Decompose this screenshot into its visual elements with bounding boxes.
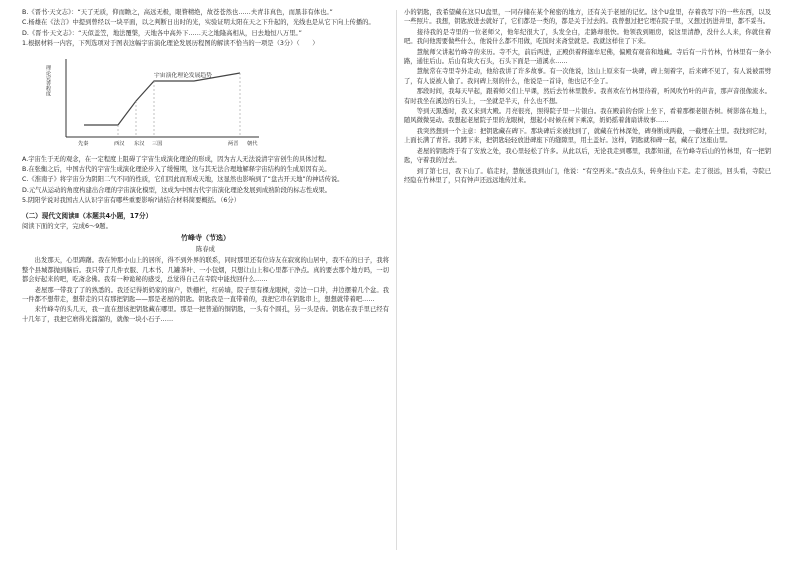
- paragraph: 慧航师父讲起竹峰寺的来历。寺不大，前后两进，正殿供着释迦牟尼佛，偏殿有观音和地藏。寺后有一片竹林，竹林里有一条小路，通往后山。后山有块大石头，石头下面是一道溪水……: [404, 48, 771, 66]
- x-tick-5: 朝代: [247, 140, 258, 147]
- instructions: 阅读下面的文字，完成6～9题。: [22, 223, 112, 231]
- option-d: D.《晋书·天文志》：“天似盖笠，地法覆槃，天地各中高外下……天之地隆高相从，日去地恒八万里。”: [22, 29, 302, 37]
- article-title: 竹峰寺（节选）: [181, 234, 230, 243]
- answer-d: D.元气从运动的角度构建出合理的宇宙演化模型，这成为中国古代宇宙演化理论发展到成熟阶段的标志性成果。: [22, 186, 332, 194]
- paragraph: 接待我的是寺里的一位老师父，他年纪很大了，头发全白，走路却很快。他领我到厢房，说这里清静，没什么人来，你就住着吧。我问他需要做些什么，他说什么都不用做，吃饭时来斋堂就是。我就这样住了下来。: [404, 28, 771, 46]
- theory-chart: [44, 51, 284, 151]
- paragraph: 出发那天，心里踌躇。我在钟那小山上的居所，得不到外界的联系，同时那里还有位诗友在寂寞的山居中，我不在的日子，我将整个县城都抛到脑后。我只带了几件衣服、几本书、几罐茶叶、一小包烟，只想让山上和心里都干净点。真的要去那个地方吗，一切都会好起来的吧，吃斋念佛。我有一种诡秘的感受，总觉得自己在寺院中能找回什么……: [22, 257, 389, 284]
- trend-line: [84, 73, 240, 125]
- article-author: 陈春成: [196, 245, 215, 253]
- answer-c: C.《淮南子》将宇宙分为阴阳二气不同的性质，它们因此而形成天地，这显然也影响到了“盘古开天地”的神话传说。: [22, 176, 344, 184]
- paragraph: 老屋的钥匙终于有了安放之处，我心里轻松了许多。从此以后，无论我走到哪里，我都知道，在竹峰寺后山的竹林里，有一把钥匙，守着我的过去。: [404, 147, 771, 165]
- paragraph: 来竹峰寺的头几天，我一直在想该把钥匙藏在哪里。那是一把普通的铜钥匙，一头有个圆孔，另一头是齿。钥匙在我手里已经有十几年了，我把它磨得光溜溜的，就像一块小石子……: [22, 306, 389, 323]
- option-c: C.杨雄在《法言》中提到曾经以一块平面，以之判断日出时的光，实验证明太阳在天之下升起的，光线也是从它下向上传播的。: [22, 19, 375, 27]
- column-divider: [396, 10, 397, 550]
- question-4: 1.根据材料一内容，下列选项对于图表这幅宇宙演化理论发展历程图的解读不恰当的一项是（3分）（ ）: [22, 40, 319, 48]
- paragraph: 我突然想到一个主意：把钥匙藏在碑下。那块碑后来被找到了，就藏在竹林深处，碑身断成两截，一截埋在土里。我找到它时，上面长满了青苔。我蹲下来，把钥匙轻轻放进碑座下的缝隙里，用土盖好。这样，钥匙就和碑一起，藏在了这座山里。: [404, 127, 771, 145]
- paragraph: 慧航常在寺里寺外走动，他给我讲了许多故事。有一次他说，这山上原来有一块碑，碑上刻着字，后来碑不见了，有人说被雷劈了，有人说被人偷了。我问碑上刻的什么，他说是一首诗，他也记不全了。: [404, 68, 771, 85]
- paragraph: 那段时间，我每天早起，跟着师父们上早课，然后去竹林里散步。我喜欢在竹林里待着，听风吹竹叶的声音，那声音很像流水。有时我坐在溪边的石头上，一坐就是半天，什么也不想。: [404, 88, 771, 105]
- theory-chart-svg: [44, 51, 284, 151]
- x-tick-3: 三国: [152, 140, 163, 147]
- answer-a: A.宇宙生于无的观念，在一定程度上阻碍了宇宙生成演化理论的形成，因为古人无法说清宇宙创生的具体过程。: [22, 155, 331, 163]
- y-label: 理论完善程度: [45, 64, 51, 96]
- left-column: [22, 8, 389, 556]
- paragraph: 等到天黑透时，我又来到大殿。月亮很亮，照得院子里一片银白。我在殿前的台阶上坐下，看着那棵老银杏树。树影落在地上，随风微微晃动。我想起老屋院子里的龙眼树，想起小时候在树下乘凉，奶奶摇着蒲扇讲故事……: [404, 108, 771, 125]
- curve-label: 宇宙演化理论发展趋势: [154, 72, 212, 79]
- x-tick-2: 东汉: [134, 140, 145, 147]
- x-tick-4: 两晋: [228, 140, 239, 147]
- answer-b: B.在张衡之后，中国古代的宇宙生成演化理论步入了缓慢期，这与其无法合理地解释宇宙结构的生成原因有关。: [22, 166, 331, 174]
- x-tick-0: 先秦: [78, 140, 89, 147]
- paragraph: 老屋那一带我了了的熟悉的。我还记得奶奶家的窗户，铁栅栏，红砖墙，院子里有棵龙眼树，旁边一口井，井边摆着几个盆。我一件都不想带走，想带走的只有那把钥匙——那是老屋的钥匙。钥匙我是一直带着的，我把它串在钥匙串上，想想就带着吧……: [22, 286, 389, 303]
- paragraph: 到了第七日，我下山了。临走时，慧航送我到山门，他说：“有空再来。”我点点头，转身往山下走。走了很远，回头看，寺院已经隐在竹林里了，只有钟声还远远地传过来。: [404, 167, 771, 184]
- section-heading: （二）现代文阅读Ⅱ（本题共4小题，17分）: [22, 211, 153, 220]
- question-5: 5.阴阳学说对我国古人认识宇宙有哪些重要影响?请结合材料简要概括。（6分）: [22, 197, 241, 205]
- option-b: B.《晋书·天文志》：“天了无质，仰而瞻之，高远无极，眼瞀精绝，故苍苍然也……夫青非真色，而黑非有体也。”: [22, 9, 333, 16]
- paragraph: 小的钥匙，我希望藏在这只U盘里，一同存储在某个秘密的地方，还有关于老屋的记忆。这个U盘里，存着我写下的一些东西，以及一些照片。我想，钥匙放进去就好了，它们都是一类的，都是关于过去的。我曾想过把它埋在院子里，又想过扔进井里，都不妥当。: [404, 9, 771, 26]
- x-tick-1: 西汉: [114, 140, 125, 147]
- right-column: [404, 8, 771, 556]
